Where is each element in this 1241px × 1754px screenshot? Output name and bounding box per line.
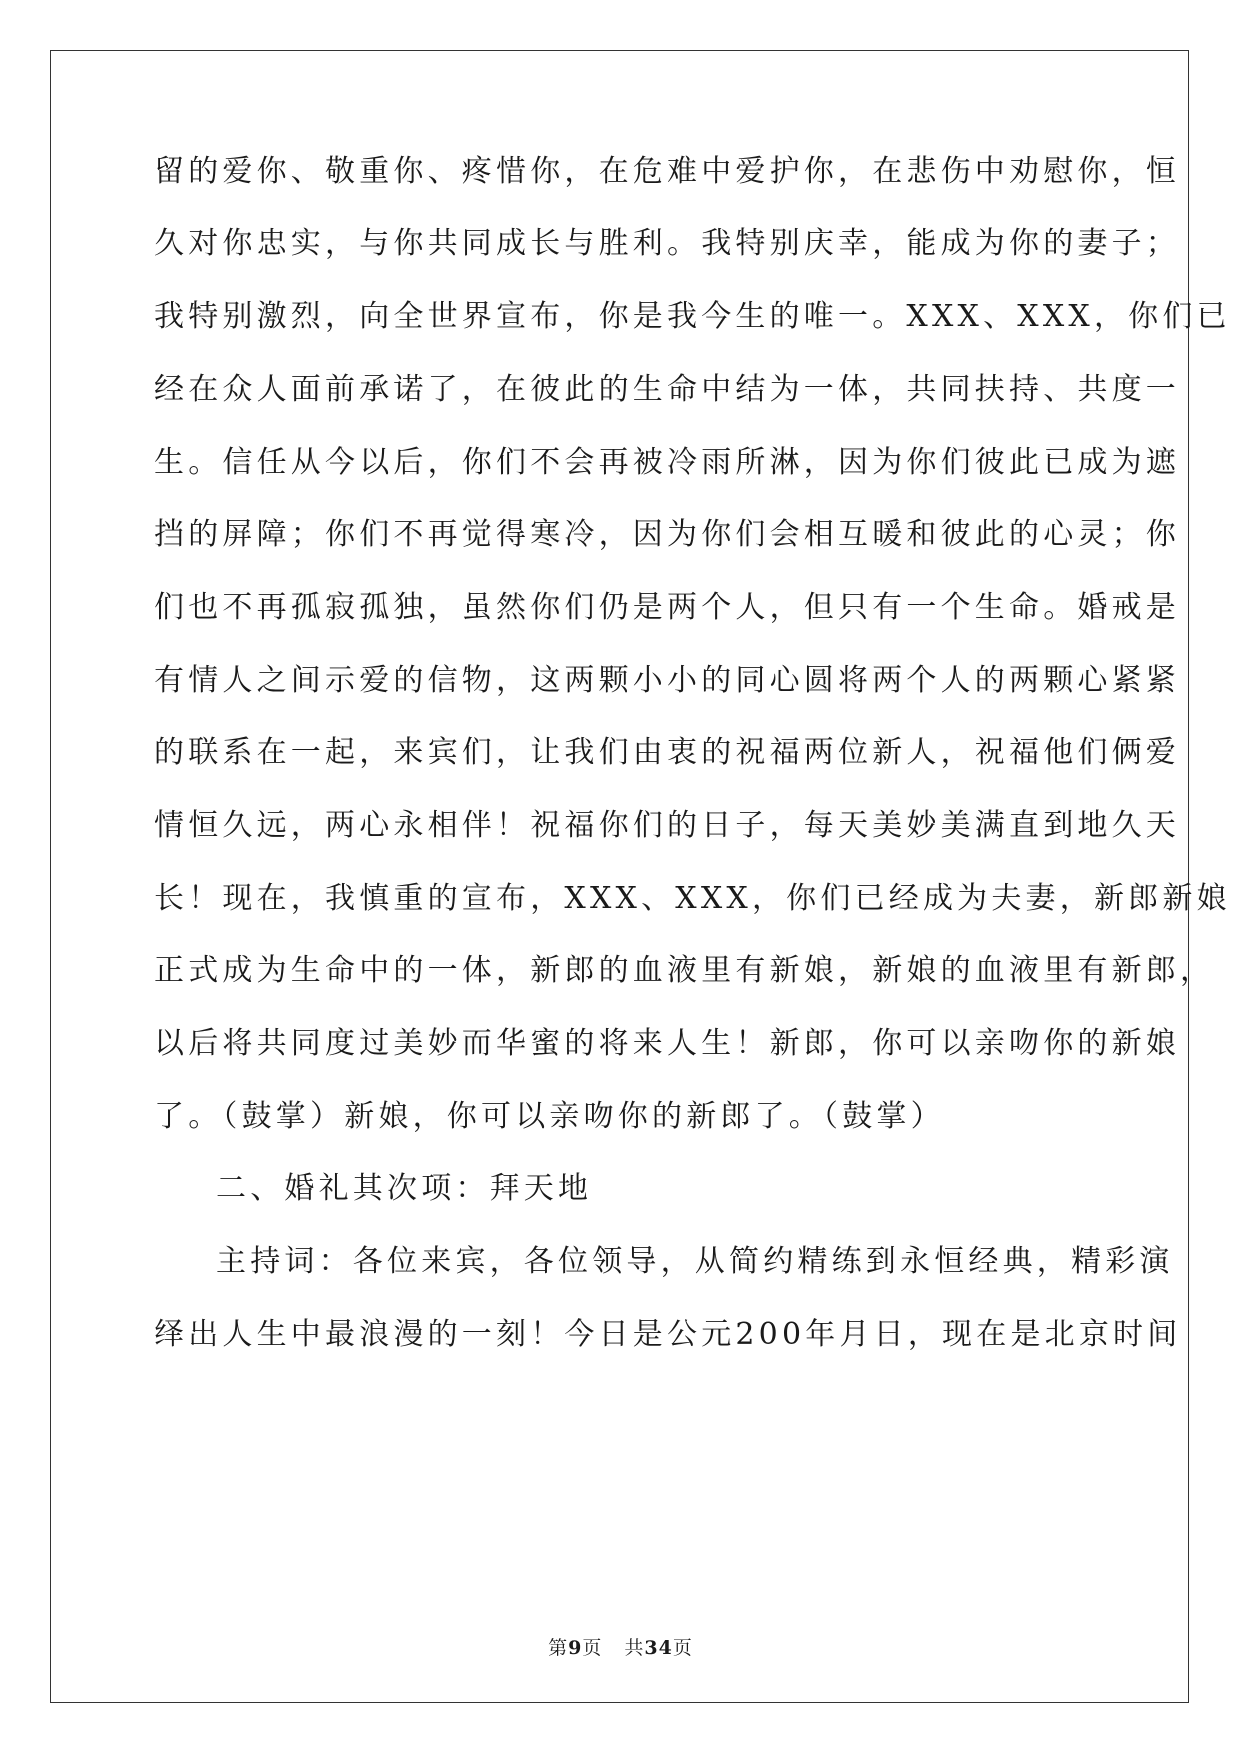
page-footer (0, 1636, 1241, 1660)
host-line-2: 绎出人生中最浪漫的一刻！今日是公元200年月日，现在是北京时间 (154, 1317, 1182, 1352)
footer-total-prefix: 共 (624, 1637, 645, 1659)
body-line-3: 我特别激烈，向全世界宣布，你是我今生的唯一。XXX、XXX，你们已 (154, 299, 1231, 334)
footer-page-unit: 页 (582, 1637, 603, 1659)
body-line-13: 以后将共同度过美妙而华蜜的将来人生！新郎，你可以亲吻你的新娘 (154, 1026, 1180, 1061)
body-line-2: 久对你忠实，与你共同成长与胜利。我特别庆幸，能成为你的妻子； (154, 226, 1180, 261)
body-line-7: 们也不再孤寂孤独，虽然你们仍是两个人，但只有一个生命。婚戒是 (154, 590, 1180, 625)
footer-prefix: 第 (548, 1637, 569, 1659)
body-line-8: 有情人之间示爱的信物，这两颗小小的同心圆将两个人的两颗心紧紧 (154, 663, 1180, 698)
footer-total-unit: 页 (672, 1637, 693, 1659)
current-page-number: 9 (568, 1637, 583, 1659)
body-line-6: 挡的屏障；你们不再觉得寒冷，因为你们会相互暖和彼此的心灵；你 (154, 517, 1180, 552)
body-line-11: 长！现在，我慎重的宣布，XXX、XXX，你们已经成为夫妻，新郎新娘 (154, 881, 1231, 916)
body-line-9: 的联系在一起，来宾们，让我们由衷的祝福两位新人，祝福他们俩爱 (154, 735, 1180, 770)
host-line-1: 主持词：各位来宾，各位领导，从简约精练到永恒经典，精彩演 (216, 1244, 1174, 1279)
total-page-count: 34 (644, 1637, 673, 1659)
body-line-14: 了。（鼓掌）新娘，你可以亲吻你的新郎了。（鼓掌） (154, 1099, 945, 1134)
body-line-4: 经在众人面前承诺了，在彼此的生命中结为一体，共同扶持、共度一 (154, 372, 1180, 407)
body-line-5: 生。信任从今以后，你们不会再被冷雨所淋，因为你们彼此已成为遮 (154, 445, 1180, 480)
section-heading: 二、婚礼其次项：拜天地 (216, 1171, 593, 1206)
body-line-10: 情恒久远，两心永相伴！祝福你们的日子，每天美妙美满直到地久天 (154, 808, 1180, 843)
body-line-12: 正式成为生命中的一体，新郎的血液里有新娘，新娘的血液里有新郎， (154, 953, 1215, 988)
body-line-1: 留的爱你、敬重你、疼惜你，在危难中爱护你，在悲伤中劝慰你，恒 (154, 154, 1180, 189)
